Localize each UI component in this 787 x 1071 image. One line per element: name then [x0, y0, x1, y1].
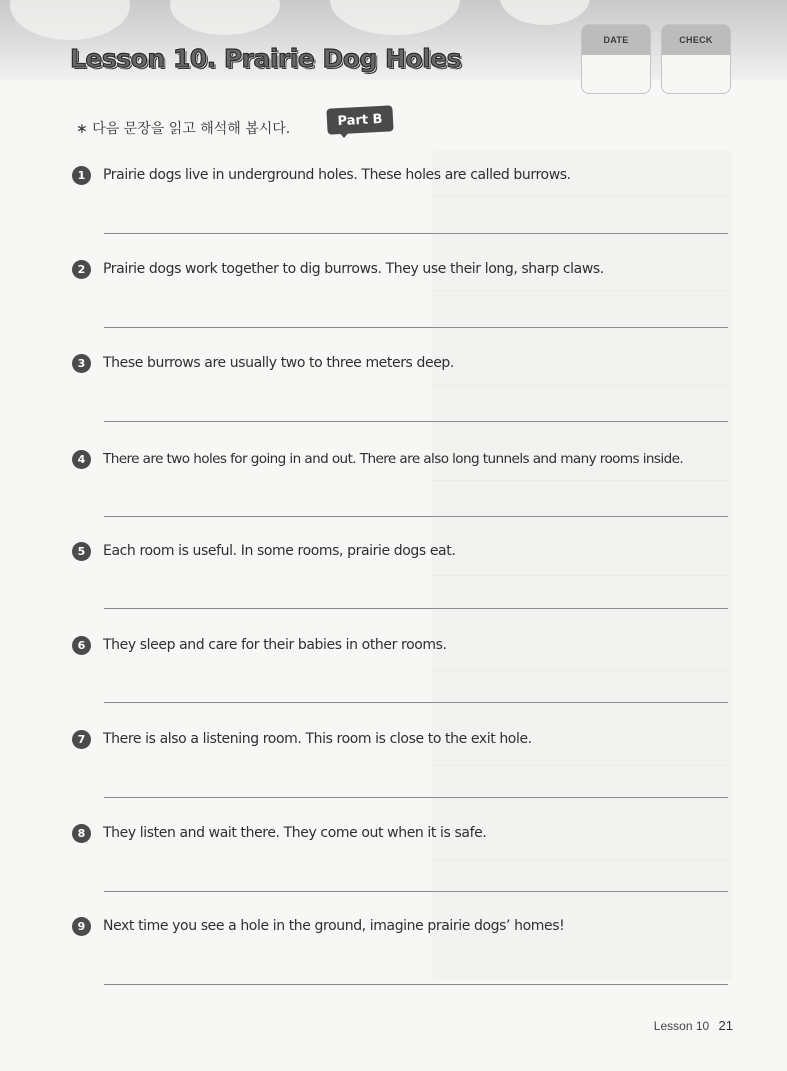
answer-line[interactable]: [104, 984, 728, 985]
sentence-number: 6: [72, 636, 91, 655]
part-badge: Part B: [326, 105, 393, 134]
sentence-number: 1: [72, 166, 91, 185]
sentence-number: 7: [72, 730, 91, 749]
sentence-text: These burrows are usually two to three meters deep.: [103, 355, 454, 371]
check-box[interactable]: [661, 24, 731, 94]
sentence-text: They listen and wait there. They come out when it is safe.: [103, 825, 487, 841]
answer-line[interactable]: [104, 327, 728, 328]
answer-line[interactable]: [104, 891, 728, 892]
page-footer: [654, 1018, 733, 1033]
date-box[interactable]: [581, 24, 651, 94]
sentence-text: There is also a listening room. This room is close to the exit hole.: [103, 731, 532, 747]
instruction-text: ∗ 다음 문장을 읽고 해석해 봅시다.: [76, 121, 291, 137]
sentence-text: Each room is useful. In some rooms, prairie dogs eat.: [103, 543, 456, 559]
cloud-decoration: [500, 0, 590, 25]
check-label: CHECK: [662, 25, 730, 55]
cloud-decoration: [10, 0, 130, 40]
answer-line[interactable]: [104, 421, 728, 422]
sentence-number: 5: [72, 542, 91, 561]
sentence-text: They sleep and care for their babies in other rooms.: [103, 637, 447, 653]
answer-line[interactable]: [104, 797, 728, 798]
answer-line[interactable]: [104, 516, 728, 517]
footer-lesson-label: Lesson 10: [653, 1019, 710, 1033]
sentence-number: 3: [72, 354, 91, 373]
sentence-number: 4: [72, 450, 91, 469]
sentence-text: There are two holes for going in and out. There are also long tunnels and many rooms inside.: [103, 451, 684, 467]
cloud-decoration: [330, 0, 460, 35]
sentence-text: Prairie dogs live in underground holes. These holes are called burrows.: [103, 167, 571, 183]
date-label: DATE: [582, 25, 650, 55]
sentence-text: Prairie dogs work together to dig burrows. They use their long, sharp claws.: [103, 261, 604, 277]
sentence-text: Next time you see a hole in the ground, imagine prairie dogs’ homes!: [103, 918, 565, 934]
sentence-number: 8: [72, 824, 91, 843]
page-title: Lesson 10. Prairie Dog Holes: [70, 44, 461, 73]
answer-line[interactable]: [104, 233, 728, 234]
cloud-decoration: [170, 0, 280, 35]
part-badge-tail: [338, 131, 350, 138]
sentence-number: 9: [72, 917, 91, 936]
answer-line[interactable]: [104, 608, 728, 609]
sentence-number: 2: [72, 260, 91, 279]
page-number: 21: [718, 1018, 733, 1033]
answer-line[interactable]: [104, 702, 728, 703]
